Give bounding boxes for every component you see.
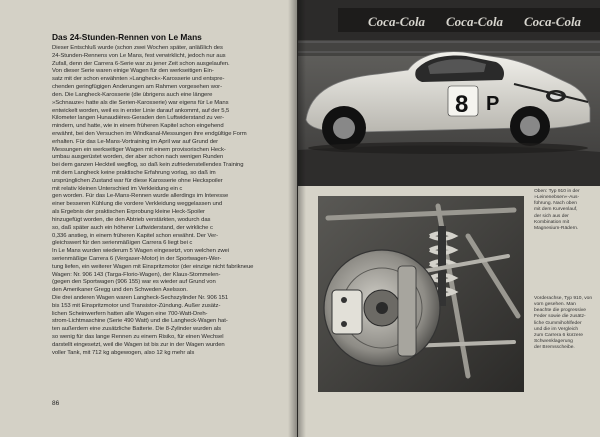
body-text-line: mindern, und hatte, wie in einem früheren Kapitel schon eingehend — [52, 123, 224, 130]
banner-text-2: Coca-Cola — [446, 14, 504, 29]
body-text-line: den Amerikaner Gregg und den Schweden Axelsson. — [52, 287, 188, 294]
body-text-line: ursprünglichen Zustand war für diese Karosserie ohne Heckspoiler — [52, 177, 223, 184]
caption-line: mit dem Kurvenlauf, — [534, 207, 578, 213]
body-text-line: »Schnauze« hatte als die Serien-Karosserie) war eigens für Le Mans — [52, 99, 229, 106]
banner-text-3: Coca-Cola — [524, 14, 582, 29]
caption-line: und die im Vergleich — [534, 326, 579, 332]
body-text-line: erwähnt, bei den Versuchen im Windkanal-Messungen ihre endgültige Form — [52, 130, 247, 137]
body-text-line: entwickelt worden, weil es in erster Linie darauf ankommt, auf der 5,5 — [52, 107, 230, 114]
body-text-line: gen worden. Für das Le-Mans-Rennen wurde allerdings im Interesse — [52, 193, 229, 200]
caption-line: Magnesium-Rädern. — [534, 225, 579, 231]
caption-line: Oben: Typ 910 in der — [534, 189, 580, 194]
body-text-line: voller Tank, mit 712 kg abgewogen, also 12 kg mehr als — [52, 349, 195, 356]
book-gutter — [288, 0, 306, 437]
body-text-line: tung liefen, ein weiterer Wagen mit Einspritzmotor (der einzige nicht fabrikneue — [52, 263, 254, 270]
caption-top — [534, 189, 594, 232]
body-text-line: Messungen ein werkseitiger Wagen mit einem provisorischen Heck- — [52, 146, 226, 153]
left-page — [0, 0, 297, 437]
caption-line: der Bremsscheibe. — [534, 345, 575, 351]
body-text-line: strom-Lichtmaschine (Serie 490 Watt) und die Langheck-Wagen hat- — [52, 318, 228, 325]
suspension-photo — [318, 196, 524, 392]
body-text-line: darstellt eingesetzt, weil die Wagen ist bis zur in der Wagen wurden — [52, 341, 225, 348]
race-car-photo — [298, 0, 600, 186]
caption-line: zum Carrera 6 kürzere — [534, 332, 583, 338]
body-text-line: In Le Mans wurden wiederum 5 Wagen eingesetzt, von welchen zwei — [52, 248, 230, 255]
body-text-line: bei dem ganzen Heckteil wegflog, so daß kein zufriedenstellendes Training — [52, 162, 244, 169]
banner-text-1: Coca-Cola — [368, 14, 426, 29]
body-text-line: den. Die Langheck-Karosserie (die übrigens auch eine längere — [52, 91, 213, 98]
caption-line: liche Gummihohlfeder — [534, 320, 582, 326]
body-text-line: so, daß später auch ein höherer Luftwiderstand, der wirkliche c — [52, 224, 213, 231]
body-text-line: mit relativ kleinen Unterschied im Verkleidung ein c — [52, 185, 183, 192]
body-text-line: (gegen den Sportwagen (906 155) war es wieder auf Grund von — [52, 279, 216, 286]
body-text-line: hinzugefügt worden, die den Abtrieb verstärkten, wodurch das — [52, 216, 211, 223]
body-text — [52, 45, 286, 358]
caption-line: Kombination mit — [534, 219, 570, 225]
body-text-line: so wenig für das lange Rennen zu einem Risiko, für einen Wechsel — [52, 334, 224, 341]
body-text-line: 24-Stunden-Rennens von Le Mans, fest verwirklicht, jedoch nur aus — [52, 52, 226, 59]
body-text-line: serienmäßige Carrera 6 (Vergaser-Motor) in der Sportwagen-Wer- — [52, 255, 222, 262]
body-text-line: einer besseren Kühlung die vordere Verkleidung weggelassen und — [52, 201, 223, 208]
body-text-line: Kilometer langen Hunaudières-Geraden den Luftwiderstand zu ver- — [52, 115, 225, 122]
body-text-line: bis 153 mit Einspritzmotor und Transistor-Zündung. Außer zusätz- — [52, 302, 221, 309]
body-text-line: chenden geringfügigen Änderungen am Rahmen vorgesehen wor- — [52, 84, 223, 91]
chapter-heading: Das 24-Stunden-Rennen von Le Mans — [52, 32, 202, 42]
body-text-line: lichen Scheinwerfern hatten alle Wagen eine 700-Watt-Dreh- — [52, 310, 208, 317]
body-text-line: Dieser Entschluß wurde (schon zwei Wochen später, anläßlich des — [52, 45, 223, 51]
caption-line: Vorderachse, Typ 910, von — [534, 296, 593, 301]
body-text-line: 0,336 anstieg, in einem früheren Kapitel schon erwähnt. Der Ver- — [52, 232, 219, 239]
body-text-line: ten außerdem eine zusätzliche Batterie. Die 8-Zylinder wurden als — [52, 326, 221, 333]
body-text-line: Zufall, denn der Carrera 6-Serie war zu jener Zeit schon ausgelaufen. — [52, 60, 230, 67]
caption-line: beachte die progressive — [534, 308, 586, 314]
caption-line: vorn gesehen. Man — [534, 302, 576, 308]
body-text-line: Wagen: Nr. 906 143 (Targa-Florio-Wagen), der Klaus-Stommelen- — [52, 271, 221, 278]
caption-bottom — [534, 296, 594, 351]
body-text-line: Von dieser Serie waren einige Wagen für den werkseitigen Ein- — [52, 68, 214, 75]
page-number: 86 — [52, 400, 60, 407]
body-text-line: umbau ausgerüstet worden, der aber schon nach wenigen Runden — [52, 154, 224, 161]
body-text-line: Die drei anderen Wagen waren Langheck-Sechszylinder Nr. 906 151 — [52, 295, 229, 301]
body-text-line: erhalten. Für das Le-Mans-Vortraining im April war auf Grund der — [52, 138, 219, 145]
caption-line: führung. Nach oben — [534, 201, 577, 207]
body-text-line: als Ergebnis der praktischen Erprobung kleine Heck-Spoiler — [52, 209, 205, 216]
body-text-line: mit dem Langheck keine praktische Erfahrung vorlag, so daß im — [52, 170, 216, 176]
caption-line: Schwenklagerung — [534, 339, 573, 345]
right-page — [298, 0, 600, 437]
caption-line: Feder sowie die zusätz- — [534, 314, 586, 320]
car-number: 8 — [455, 91, 469, 118]
body-text-line: satz mit der schon erwähnten »Langheck«-Karosserie und entspre- — [52, 76, 225, 83]
body-text-line: gleichswert für den serienmäßigen Carrera 6 liegt bei c — [52, 240, 193, 247]
caption-line: »Leinenebsen«-Aus- — [534, 195, 580, 201]
caption-line: der sich aus der — [534, 213, 569, 219]
car-letter: P — [486, 93, 500, 115]
